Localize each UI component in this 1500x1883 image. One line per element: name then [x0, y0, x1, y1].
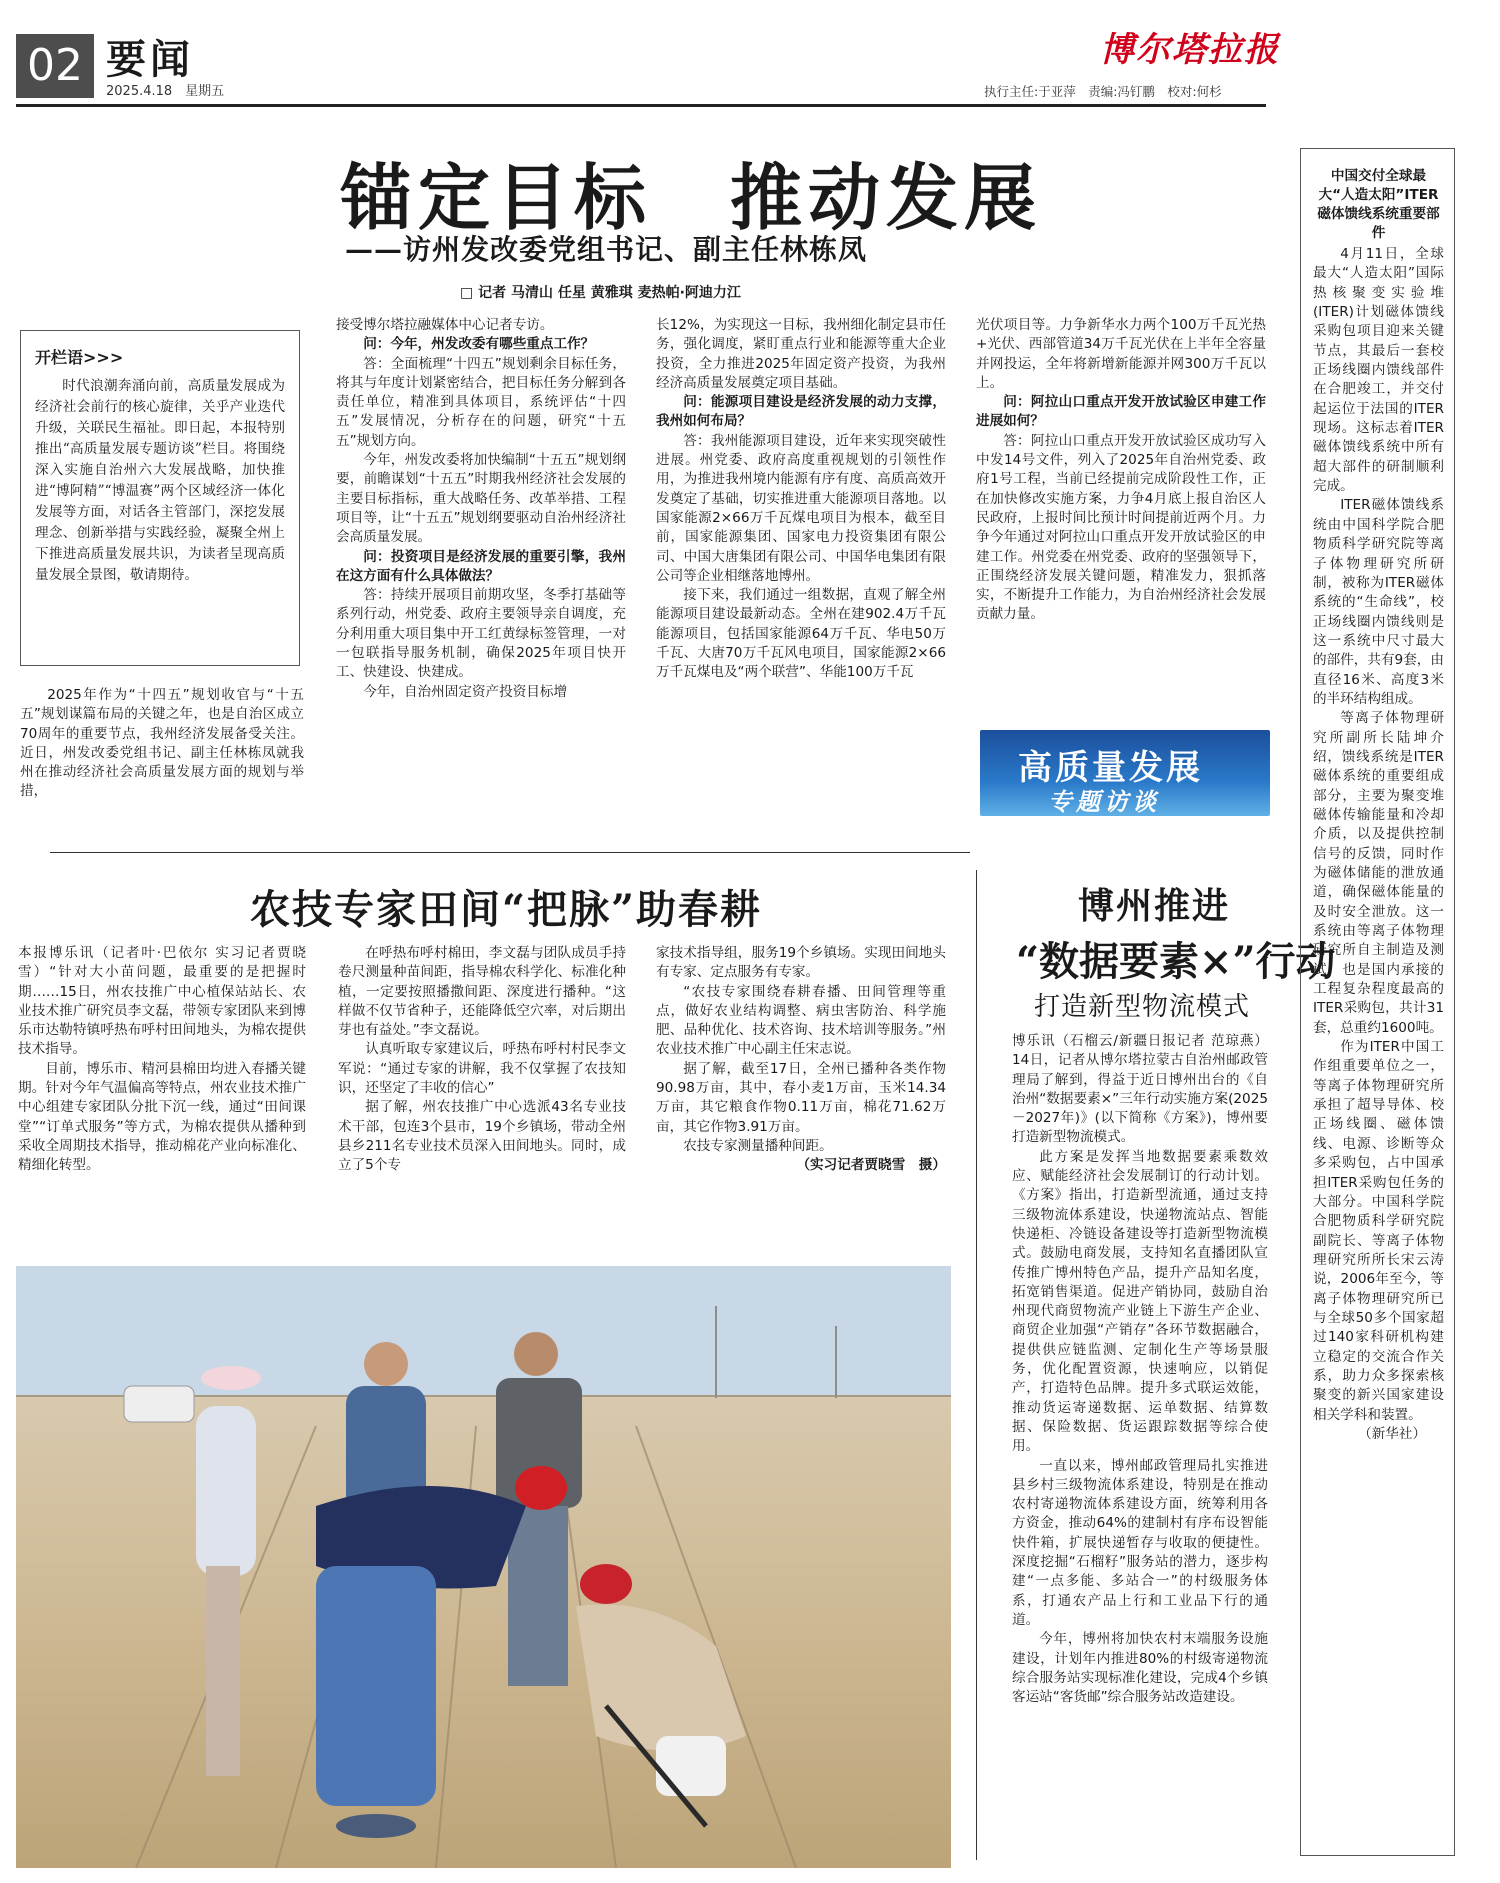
- paragraph: 在呼热布呼村棉田，李文磊与团队成员手持卷尺测量种苗间距，指导棉农科学化、标准化种植，一定要按照播撒间距、深度进行播种。“这样做不仅节省种子，还能降低空穴率，对后期出芽也有益处。”李文磊说。: [338, 945, 626, 1039]
- column-intro-text: 时代浪潮奔涌向前，高质量发展成为经济社会前行的核心旋律，关乎产业迭代升级，关联民生福祉。即日起，本报特别推出“高质量发展专题访谈”栏目。将围绕深入实施自治州六大发展战略，加快推进“博阿精”“博温赛”两个区域经济一体化发展等方面，对话各主管部门，深挖发展理念、创新举措与实践经验，凝聚全州上下推进高质量发展共识，为读者呈现高质量发展全景图，敬请期待。: [35, 378, 285, 583]
- lead-column-2: [336, 316, 626, 702]
- paragraph: 今年，博州将加快农村末端服务设施建设，计划年内推进80%的村级寄递物流综合服务站实现标准化建设，完成4个乡镇客运站“客货邮”综合服务站改造建设。: [1012, 1631, 1268, 1706]
- answer: 答：我州能源项目建设，近年来实现突破性进展。州党委、政府高度重视规划的引领性作用，为推进我州境内能源有序有度、高质高效开发奠定了基础，切实推进重大能源项目落地。以国家能源2×66万千瓦煤电项目为根本，截至目前，国家能源集团、国家电力投资集团有限公司、中国大唐集团有限公司、中国华电集团有限公司等企业相继落地博州。: [656, 432, 946, 584]
- article2-column-3: [656, 944, 946, 1176]
- article2-column-1: [18, 944, 306, 1176]
- sidebar-headline: 中国交付全球最大“人造太阳”ITER磁体馈线系统重要部件: [1317, 168, 1440, 241]
- question: 问：今年，州发改委有哪些重点工作？: [363, 336, 595, 353]
- paragraph: 光伏项目等。力争新华水力两个100万千瓦光热+光伏、西部管道34万千瓦光伏在上半年全容量并网投运，全年将新增新能源并网300万千瓦以上。: [976, 317, 1266, 391]
- photo-caption: 农技专家测量播种间距。: [683, 1137, 833, 1154]
- column-intro-box: [20, 330, 300, 666]
- paragraph: 2025年作为“十四五”规划收官与“十五五”规划谋篇布局的关键之年，也是自治区成立70周年的重要节点，我州经济发展备受关注。近日，州发改委党组书记、副主任林栋凤就我州在推动经济社会高质量发展方面的规划与举措，: [20, 687, 304, 800]
- article2-headline: 农技专家田间“把脉”助春耕: [250, 886, 763, 933]
- article3-headline-line2: “数据要素×”行动: [1016, 938, 1336, 985]
- paragraph: 本报博乐讯（记者叶·巴依尔 实习记者贾晓雪）“针对大小苗问题，最重要的是把握时期……15日，州农技推广中心植保站站长、农业技术推广研究员李文磊，带领专家团队来到博乐市达勒特镇呼热布呼村田间地头，为棉农提供技术指导。: [18, 945, 306, 1058]
- paragraph: 认真听取专家建议后，呼热布呼村村民李文军说：“通过专家的讲解，我不仅掌握了农技知识，还坚定了丰收的信心”: [338, 1041, 626, 1097]
- paragraph: 今年，自治州固定资产投资目标增: [363, 683, 568, 700]
- lead-byline: □ 记者 马清山 任星 黄雅琪 麦热帕·阿迪力江: [460, 285, 741, 301]
- paragraph: ITER磁体馈线系统由中国科学院合肥物质科学研究院等离子体物理研究所研制，被称为ITER磁体系统的“生命线”，校正场线圈内馈线则是这一系统中尺寸最大的部件，共有9套，由直径16米、高度3米的半环结构组成。: [1313, 497, 1444, 707]
- paragraph: 今年，州发改委将加快编制“十五五”规划纲要，前瞻谋划“十五五”时期我州经济社会发展的主要目标指标，重大战略任务、改革举措、工程项目等，让“十五五”规划纲要驱动自治州经济社会高质量发展。: [336, 452, 626, 546]
- sidebar-body: [1313, 245, 1444, 1444]
- section-divider: [50, 852, 970, 853]
- cotton-field-photo: [16, 1266, 951, 1868]
- masthead-logo: 博尔塔拉报: [1100, 30, 1280, 70]
- lead-column-3: [656, 316, 946, 683]
- answer: 答：阿拉山口重点开发开放试验区成功写入中发14号文件，列入了2025年自治州党委、政府1号工程，当前已经提前完成阶段性工作，正在加快修改实施方案，力争4月底上报自治区人民政府，上报时间比预计时间提前近两个月。力争今年通过对阿拉山口重点开发开放试验区的申建工作。州党委在州党委、政府的坚强领导下，正围绕经济发展关键问题，精准发力，狠抓落实，不断提升工作能力，为自治州经济社会发展贡献力量。: [976, 432, 1266, 623]
- column-intro-title: 开栏语>>>: [35, 348, 124, 367]
- lead-column-4: [976, 316, 1266, 625]
- paragraph: 博乐讯（石榴云/新疆日报记者 范琼燕）14日，记者从博尔塔拉蒙古自治州邮政管理局了解到，得益于近日博州出台的《自治州“数据要素×”三年行动实施方案(2025－2027年)》(以下简称《方案》)，博州要打造新型物流模式。: [1012, 1033, 1268, 1146]
- column-divider: [976, 870, 977, 1860]
- paragraph: 据了解，截至17日，全州已播种各类作物90.98万亩，其中，春小麦1万亩，玉米14.34万亩，其它粮食作物0.11万亩，棉花71.62万亩，其它作物3.91万亩。: [656, 1060, 946, 1135]
- paragraph: 长12%，为实现这一目标，我州细化制定县市任务，强化调度，紧盯重点行业和能源等重大企业投资，全力推进2025年固定资产投资，为我州经济高质量发展奠定项目基础。: [656, 317, 946, 391]
- sidebar-news-box: [1300, 148, 1455, 1856]
- lead-headline: 锚定目标 推动发展: [340, 155, 1043, 240]
- paragraph: “农技专家围绕春耕春播、田间管理等重点，做好农业结构调整、病虫害防治、科学施肥、品种优化、技术咨询、技术培训等服务。”州农业技术推广中心副主任宋志说。: [656, 983, 946, 1058]
- paragraph: 一直以来，博州邮政管理局扎实推进县乡村三级物流体系建设，特别是在推动农村寄递物流体系建设方面，统筹利用各方资金，推动64%的建制村有序布设智能快件箱，扩展快递暂存与收取的便捷性。深度挖掘“石榴籽”服务站的潜力，逐步构建“一点多能、多站合一”的村级服务体系，打通农产品上行和工业品下行的通道。: [1012, 1457, 1268, 1628]
- photo-credit: （实习记者贾晓雪 摄）: [796, 1157, 946, 1174]
- banner-subtitle: 专题访谈: [1048, 788, 1160, 816]
- section-title: 要闻: [106, 36, 194, 83]
- photo-illustration: [16, 1266, 951, 1868]
- paragraph: 目前，博乐市、精河县棉田均进入春播关键期。针对今年气温偏高等特点，州农业技术推广中心组建专家团队分批下沉一线，通过“田间课堂”“订单式服务”等方式，为棉农提供从播种到采收全周期技术指导，推动棉花产业向标准化、精细化转型。: [18, 1060, 306, 1174]
- paragraph: 此方案是发挥当地数据要素乘数效应、赋能经济社会发展制订的行动计划。《方案》指出，打造新型流通，通过支持三级物流体系建设，快递物流站点、智能快递柜、冷链设备建设等打造新型物流模式。鼓励电商发展，支持知名直播团队宣传推广博州特色产品，提升产品知名度，拓宽销售渠道。促进产销协同，鼓励自治州现代商贸物流产业链上下游生产企业、商贸企业加强“产销存”各环节数据融合，提供供应链监测、定制化生产等场景服务，优化配置资源，快速响应，以销促产，打造特色品牌。提升多式联运效能，推动货运寄递数据、运单数据、结算数据、保险数据、货运跟踪数据等综合使用。: [1012, 1148, 1268, 1455]
- editor-credits: 执行主任:于亚萍 责编:冯钉鹏 校对:何杉: [984, 84, 1222, 99]
- paragraph: 据了解，州农技推广中心选派43名专业技术干部，包连3个县市，19个乡镇场，带动全州县乡211名专业技术员深入田间地头。同时，成立了5个专: [338, 1099, 626, 1174]
- banner-title: 高质量发展: [1018, 748, 1203, 788]
- answer: 答：持续开展项目前期攻坚，冬季打基础等系列行动，州党委、政府主要领导亲自调度，充分利用重大项目集中开工红黄绿标签管理，一对一包联指导服务机制，确保2025年项目快开工、快建设、快建成。: [336, 587, 626, 681]
- paragraph: 等离子体物理研究所副所长陆坤介绍，馈线系统是ITER磁体系统的重要组成部分，主要为聚变堆磁体传输能量和冷却介质，以及提供控制信号的反馈，同时作为磁体储能的泄放通道，确保磁体能量的及时安全泄放。这一系统由等离子体物理研究所自主制造及测试，也是国内承接的工程复杂程度最高的ITER采购包，共计31套，总重约1600吨。: [1313, 710, 1444, 1036]
- sidebar-credit: （新华社）: [1358, 1425, 1427, 1442]
- paragraph: 家技术指导组，服务19个乡镇场。实现田间地头有专家、定点服务有专家。: [656, 945, 946, 981]
- question: 问：能源项目建设是经济发展的动力支撑，我州如何布局？: [656, 394, 946, 430]
- question: 问：阿拉山口重点开发开放试验区申建工作进展如何？: [976, 394, 1266, 430]
- paragraph: 接受博尔塔拉融媒体中心记者专访。: [336, 317, 554, 333]
- paragraph: 4月11日，全球最大“人造太阳”国际热核聚变实验堆(ITER)计划磁体馈线采购包项目迎来关键节点，其最后一套校正场线圈内馈线部件在合肥竣工，并交付起运位于法国的ITER现场。这标志着ITER磁体馈线系统中所有超大部件的研制顺利完成。: [1313, 246, 1444, 495]
- answer: 答：全面梳理“十四五”规划剩余目标任务，将其与年度计划紧密结合，把目标任务分解到各责任单位，精准到具体项目，系统评估“十四五”发展情况，分析存在的问题，研究“十五五”规划方向。: [336, 355, 626, 449]
- article3-subheadline: 打造新型物流模式: [1034, 992, 1251, 1022]
- page-number-badge: 02: [16, 34, 94, 98]
- header-divider: [16, 104, 1266, 107]
- lead-subheadline: ——访州发改委党组书记、副主任林栋凤: [345, 233, 868, 266]
- paragraph: 接下来，我们通过一组数据，直观了解全州能源项目建设最新动态。全州在建902.4万千瓦能源项目，包括国家能源64万千瓦、华电50万千瓦、大唐70万千瓦风电项目，国家能源2×66万千瓦煤电及“两个联营”、华能100万千瓦: [656, 587, 946, 681]
- article3-body: [1012, 1032, 1268, 1707]
- lead-column-1: [20, 686, 304, 802]
- question: 问：投资项目是经济发展的重要引擎，我州在这方面有什么具体做法？: [336, 548, 626, 584]
- paragraph: 作为ITER中国工作组重要单位之一，等离子体物理研究所承担了超导导体、校正场线圈、磁体馈线、电源、诊断等众多采购包，占中国承担ITER采购包任务的大部分。中国科学院合肥物质科学研究院副院长、等离子体物理研究所所长宋云涛说，2006年至今，等离子体物理研究所已与全球50多个国家超过140家科研机构建立稳定的交流合作关系，助力众多探索核聚变的新兴国家建设相关学科和装置。: [1313, 1039, 1444, 1423]
- article2-column-2: [338, 944, 626, 1176]
- issue-date: 2025.4.18 星期五: [106, 84, 225, 99]
- special-interview-banner: [980, 730, 1270, 816]
- article3-headline-line1: 博州推进: [1078, 885, 1231, 927]
